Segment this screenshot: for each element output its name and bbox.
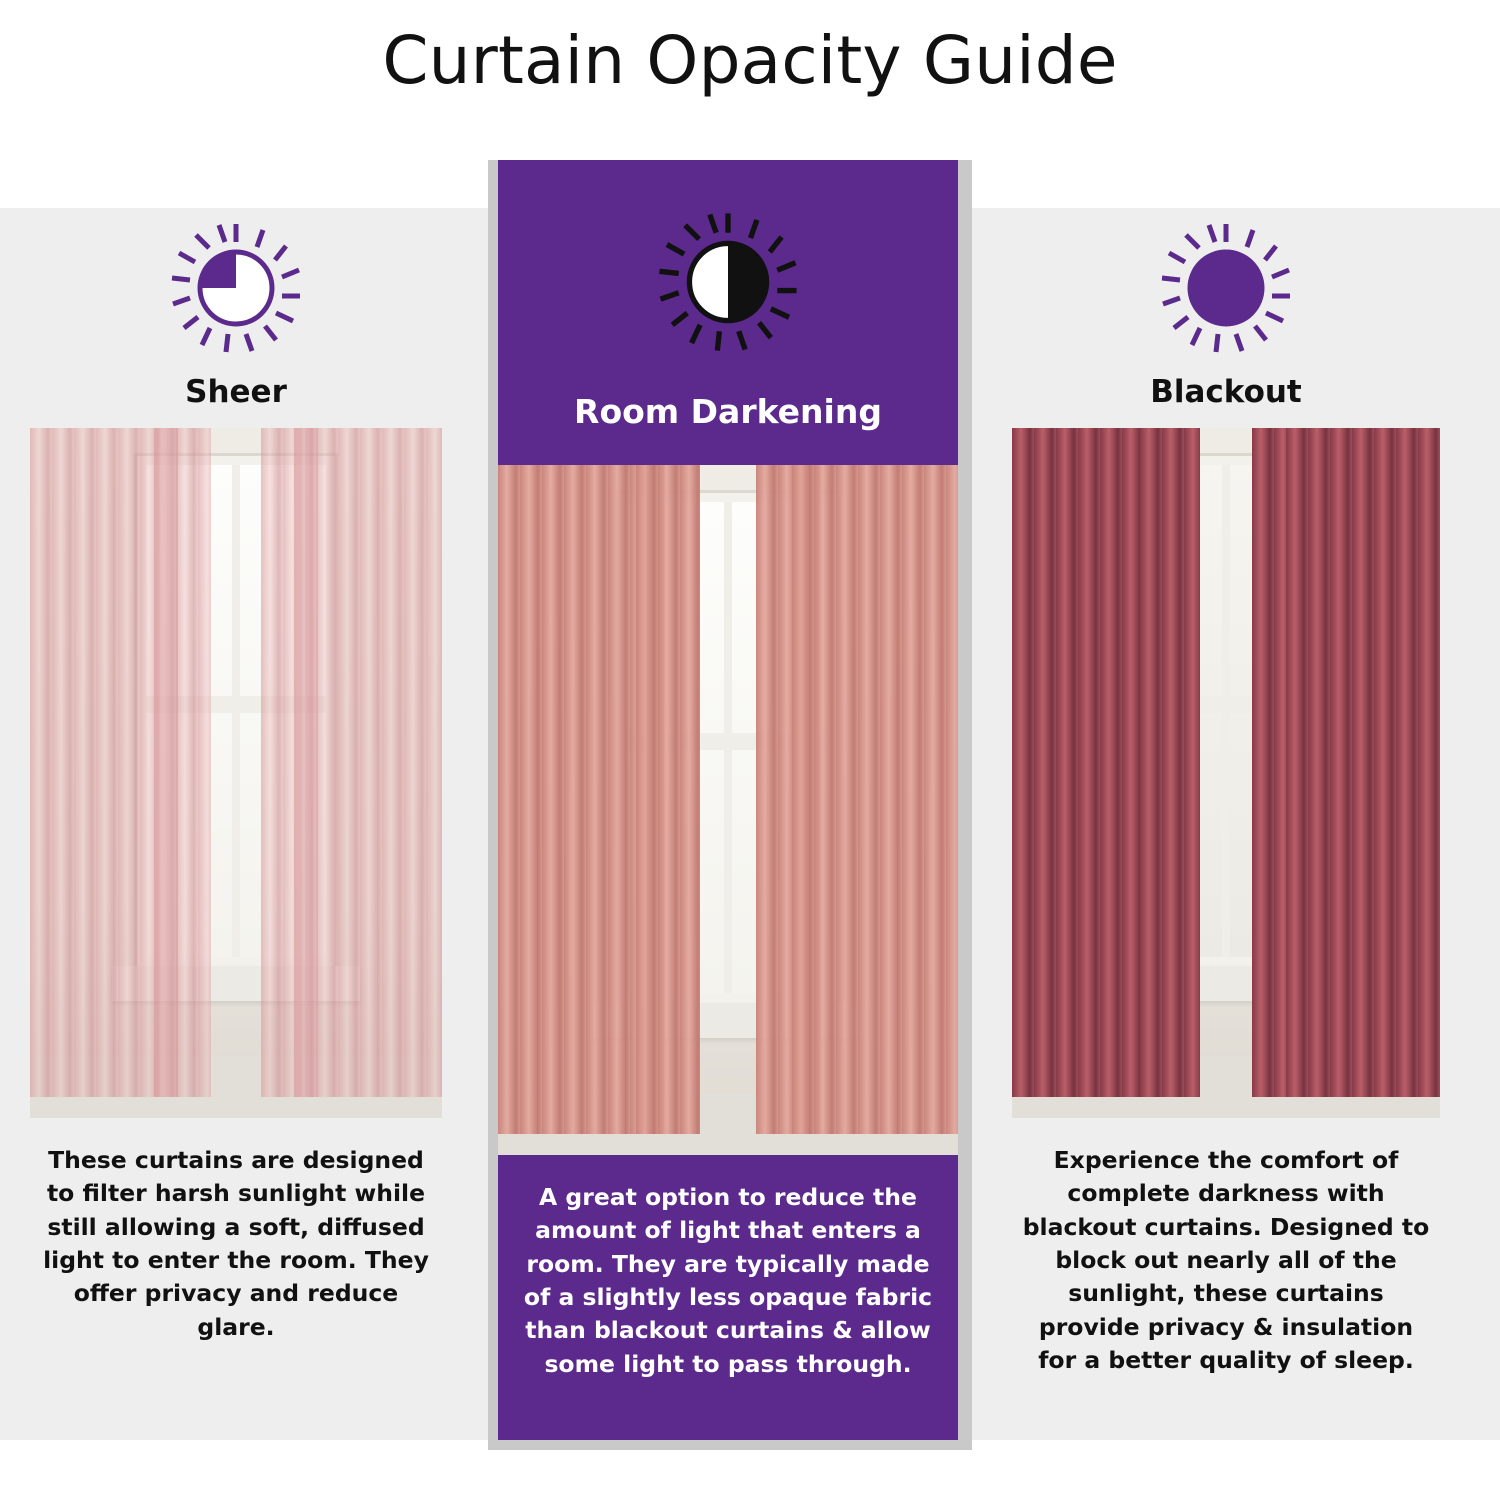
column-blackout — [1012, 208, 1440, 1378]
column-label-sheer: Sheer — [185, 374, 287, 410]
sun-quarter-filled-icon — [30, 208, 442, 368]
column-description-blackout: Experience the comfort of complete darkness with blackout curtains. Designed to block out nearly all of the sunlight, these curtains provide privacy & insulation for a better quality of sleep. — [1022, 1146, 1430, 1375]
page-title: Curtain Opacity Guide — [382, 22, 1118, 99]
column-description-sheer: These curtains are designed to filter harsh sunlight while still allowing a soft, diffused light to enter the room. They offer privacy and reduce glare. — [43, 1146, 429, 1341]
column-room-darkening — [498, 160, 958, 1440]
photo-sheer — [30, 428, 442, 1118]
photo-blackout — [1012, 428, 1440, 1118]
column-label-blackout: Blackout — [1150, 374, 1302, 410]
photo-room-darkening — [498, 465, 958, 1155]
highlight-header — [498, 160, 958, 465]
column-sheer — [30, 208, 442, 1344]
sun-fully-filled-icon — [1012, 208, 1440, 368]
column-label-room-darkening: Room Darkening — [574, 392, 882, 431]
column-description-room-darkening: A great option to reduce the amount of light that enters a room. They are typically made of a slightly less opaque fabric than blackout curtains & allow some light to pass through. — [523, 1183, 933, 1378]
sun-half-filled-icon — [498, 160, 958, 382]
highlight-description-box — [498, 1155, 958, 1440]
